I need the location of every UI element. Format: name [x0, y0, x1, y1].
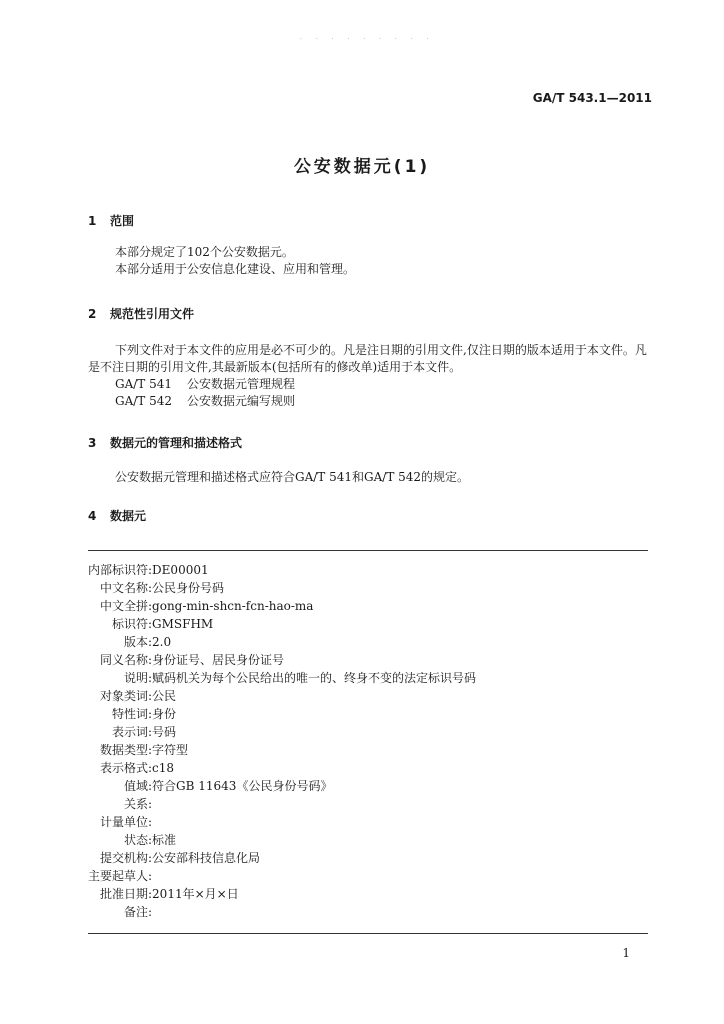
field-label: 表示格式 — [99, 761, 148, 775]
document-title: 公安数据元(1) — [293, 157, 431, 177]
field-label: 标识符 — [111, 617, 148, 631]
reference-name: 公安数据元管理规程 — [187, 377, 296, 391]
field-label: 对象类词 — [99, 689, 148, 703]
field-value: 赋码机关为每个公民给出的唯一的、终身不变的法定标识号码 — [152, 671, 477, 685]
field-row: 特性词:身份 — [88, 705, 648, 723]
field-label: 计量单位 — [99, 815, 148, 829]
field-value: 2.0 — [152, 635, 172, 649]
page-number: 1 — [622, 946, 630, 960]
top-rule — [88, 550, 648, 551]
field-label: 内部标识符 — [88, 563, 149, 577]
field-row: 对象类词:公民 — [88, 687, 648, 705]
field-label: 备注 — [123, 905, 148, 919]
field-value: 身份证号、居民身份证号 — [152, 653, 285, 667]
section-heading-2 — [88, 305, 194, 322]
field-row: 提交机构:公安部科技信息化局 — [88, 849, 648, 867]
field-row: 说明:赋码机关为每个公民给出的唯一的、终身不变的法定标识号码 — [88, 669, 648, 687]
field-row: 值域:符合GB 11643《公民身份号码》 — [88, 777, 648, 795]
section-title: 范围 — [110, 214, 135, 228]
field-label: 数据类型 — [99, 743, 148, 757]
section-heading-3 — [88, 434, 242, 451]
field-value: 身份 — [152, 707, 177, 721]
field-label: 说明 — [123, 671, 148, 685]
field-row: 备注: — [88, 903, 648, 921]
section-heading-4 — [88, 507, 146, 524]
field-row: 内部标识符:DE00001 — [88, 563, 209, 577]
section-3-body — [88, 469, 654, 486]
field-value: 符合GB 11643《公民身份号码》 — [152, 779, 333, 793]
field-value: 公民身份号码 — [152, 581, 225, 595]
field-label: 值域 — [123, 779, 148, 793]
field-value: 公民 — [152, 689, 177, 703]
field-label: 中文全拼 — [99, 599, 148, 613]
data-element-table — [88, 561, 648, 921]
section-2-body — [88, 342, 654, 410]
reference-code: GA/T 541 — [115, 377, 173, 391]
reference-name: 公安数据元编写规则 — [187, 394, 296, 408]
section-1-body — [88, 244, 654, 278]
section-number: 2 — [88, 307, 97, 321]
field-label: 主要起草人 — [88, 869, 149, 883]
field-label: 同义名称 — [99, 653, 148, 667]
field-value: 字符型 — [152, 743, 189, 757]
section-title: 规范性引用文件 — [110, 307, 195, 321]
field-row: 中文名称:公民身份号码 — [88, 579, 648, 597]
field-label: 状态 — [123, 833, 148, 847]
field-row: 数据类型:字符型 — [88, 741, 648, 759]
paragraph: 下列文件对于本文件的应用是必不可少的。凡是注日期的引用文件,仅注日期的版本适用于本文件。凡是不注日期的引用文件,其最新版本(包括所有的修改单)适用于本文件。 — [88, 343, 647, 374]
field-value: 标准 — [152, 833, 177, 847]
field-value: GMSFHM — [152, 617, 214, 631]
field-row: 标识符:GMSFHM — [88, 615, 648, 633]
field-label: 中文名称 — [99, 581, 148, 595]
field-row: 表示格式:c18 — [88, 759, 648, 777]
field-row: 表示词:号码 — [88, 723, 648, 741]
field-value: 公安部科技信息化局 — [152, 851, 261, 865]
field-row: 主要起草人: — [88, 869, 153, 883]
field-label: 表示词 — [111, 725, 148, 739]
field-row: 计量单位: — [88, 813, 648, 831]
field-label: 版本 — [123, 635, 148, 649]
reference-item — [88, 393, 654, 410]
field-row: 批准日期:2011年×月×日 — [88, 885, 648, 903]
bottom-rule — [88, 933, 648, 934]
paragraph: 公安数据元管理和描述格式应符合GA/T 541和GA/T 542的规定。 — [115, 470, 470, 484]
standard-code: GA/T 543.1—2011 — [532, 91, 652, 105]
field-row: 同义名称:身份证号、居民身份证号 — [88, 651, 648, 669]
field-value: DE00001 — [152, 563, 209, 577]
reference-item — [88, 376, 654, 393]
section-number: 4 — [88, 509, 97, 523]
section-number: 3 — [88, 436, 97, 450]
section-number: 1 — [88, 214, 97, 228]
field-label: 提交机构 — [99, 851, 148, 865]
scan-artifact: · · · · · · · · · — [300, 36, 435, 43]
field-row: 状态:标准 — [88, 831, 648, 849]
field-label: 批准日期 — [99, 887, 148, 901]
field-row: 版本:2.0 — [88, 633, 648, 651]
field-row: 中文全拼:gong-min-shcn-fcn-hao-ma — [88, 597, 648, 615]
field-label: 特性词 — [111, 707, 148, 721]
paragraph: 本部分适用于公安信息化建设、应用和管理。 — [115, 262, 356, 276]
paragraph: 本部分规定了102个公安数据元。 — [115, 245, 294, 259]
field-value: gong-min-shcn-fcn-hao-ma — [152, 599, 314, 613]
section-title: 数据元 — [110, 509, 147, 523]
field-value: 2011年×月×日 — [152, 887, 239, 901]
reference-code: GA/T 542 — [115, 394, 173, 408]
section-title: 数据元的管理和描述格式 — [110, 436, 243, 450]
field-label: 关系 — [123, 797, 148, 811]
section-heading-1 — [88, 212, 134, 229]
field-value: 号码 — [152, 725, 177, 739]
field-row: 关系: — [88, 795, 648, 813]
field-value: c18 — [152, 761, 175, 775]
